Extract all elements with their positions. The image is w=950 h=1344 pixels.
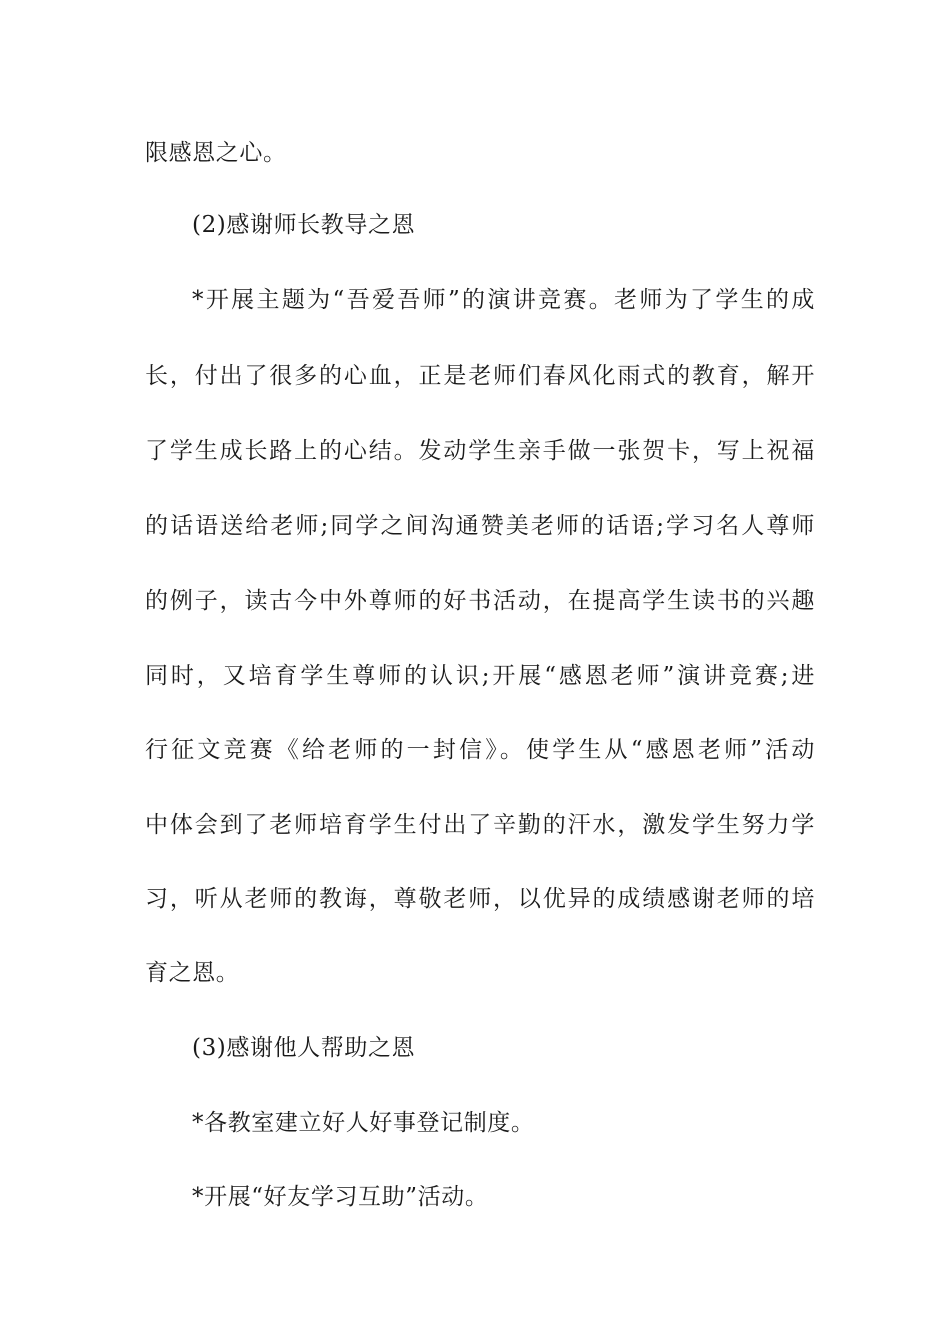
paragraph-continuation: 限感恩之心。 bbox=[145, 140, 287, 166]
paragraph-line: 中体会到了老师培育学生付出了辛勤的汗水，激发学生努力学 bbox=[145, 812, 815, 838]
paragraph-line: 习，听从老师的教诲，尊敬老师，以优异的成绩感谢老师的培 bbox=[145, 886, 815, 912]
paragraph-line: 长，付出了很多的心血，正是老师们春风化雨式的教育，解开 bbox=[145, 363, 815, 389]
section-heading-2: (2)感谢师长教导之恩 bbox=[192, 212, 416, 238]
paragraph-line: 了学生成长路上的心结。发动学生亲手做一张贺卡，写上祝福 bbox=[145, 438, 815, 464]
bullet-item: *各教室建立好人好事登记制度。 bbox=[192, 1110, 535, 1136]
paragraph-line: 育之恩。 bbox=[145, 960, 240, 986]
paragraph-line: 的话语送给老师;同学之间沟通赞美老师的话语;学习名人尊师 bbox=[145, 513, 815, 539]
bullet-item: *开展“好友学习互助”活动。 bbox=[192, 1184, 489, 1210]
section-heading-3: (3)感谢他人帮助之恩 bbox=[192, 1035, 416, 1061]
paragraph-line: 同时，又培育学生尊师的认识;开展“感恩老师”演讲竞赛;进 bbox=[145, 663, 815, 689]
paragraph-line: *开展主题为“吾爱吾师”的演讲竞赛。老师为了学生的成 bbox=[192, 287, 815, 313]
paragraph-line: 行征文竞赛《给老师的一封信》。使学生从“感恩老师”活动 bbox=[145, 737, 815, 763]
paragraph-line: 的例子，读古今中外尊师的好书活动，在提高学生读书的兴趣 bbox=[145, 588, 815, 614]
